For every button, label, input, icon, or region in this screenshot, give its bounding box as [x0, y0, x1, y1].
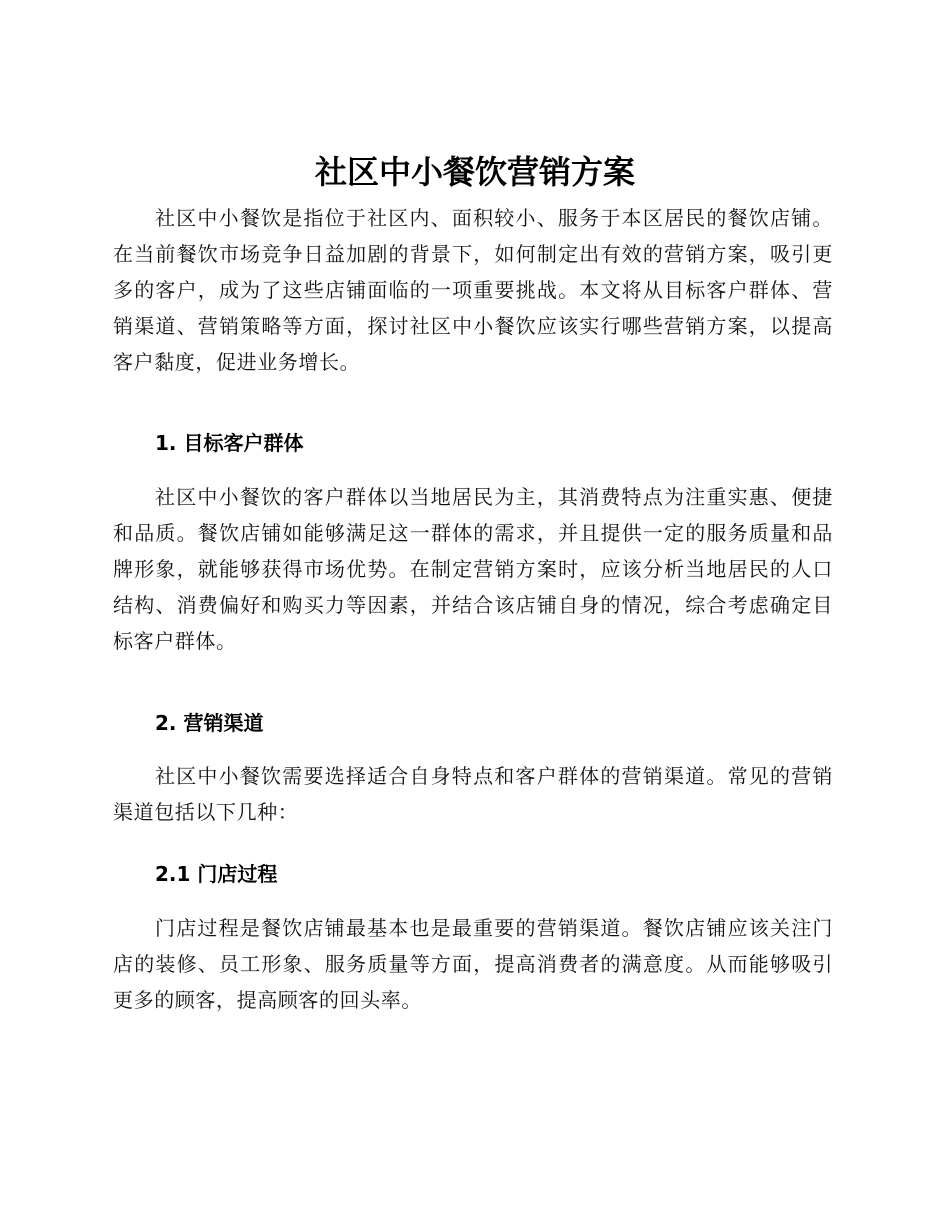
section-body-target-customers: 社区中小餐饮的客户群体以当地居民为主，其消费特点为注重实惠、便捷和品质。餐饮店铺如能够满足这一群体的需求，并且提供一定的服务质量和品牌形象，就能够获得市场优势。在制定营销方案时，应该分析当地居民的人口结构、消费偏好和购买力等因素，并结合该店铺自身的情况，综合考虑确定目标客户群体。: [113, 485, 833, 653]
intro-paragraph: 社区中小餐饮是指位于社区内、面积较小、服务于本区居民的餐饮店铺。在当前餐饮市场竞争日益加剧的背景下，如何制定出有效的营销方案，吸引更多的客户，成为了这些店铺面临的一项重要挑战。本文将从目标客户群体、营销渠道、营销策略等方面，探讨社区中小餐饮应该实行哪些营销方案，以提高客户黏度，促进业务增长。: [113, 206, 833, 374]
section-heading-store-process: 2.1 门店过程: [155, 862, 278, 886]
section-heading-marketing-channels: 2. 营销渠道: [155, 711, 264, 735]
document-title: 社区中小餐饮营销方案: [314, 153, 635, 191]
section-body-marketing-channels: 社区中小餐饮需要选择适合自身特点和客户群体的营销渠道。常见的营销渠道包括以下几种：: [113, 764, 833, 824]
section-body-store-process: 门店过程是餐饮店铺最基本也是最重要的营销渠道。餐饮店铺应该关注门店的装修、员工形象、服务质量等方面，提高消费者的满意度。从而能够吸引更多的顾客，提高顾客的回头率。: [113, 916, 833, 1012]
section-heading-target-customers: 1. 目标客户群体: [155, 431, 304, 455]
